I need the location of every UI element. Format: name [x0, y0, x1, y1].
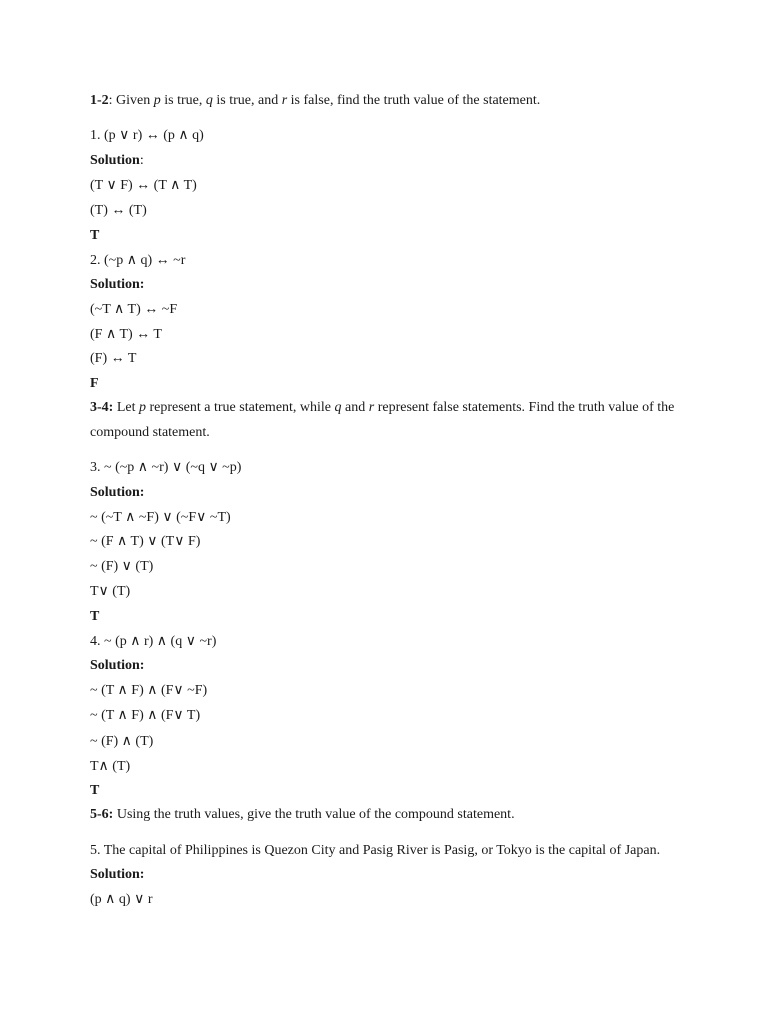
- problem-2-step-1: (~T ∧ T) ↔ ~F: [90, 302, 178, 317]
- problem-3-statement: 3. ~ (~p ∧ ~r) ∨ (~q ∨ ~p): [90, 460, 242, 475]
- variable-r: r: [368, 400, 375, 415]
- variable-q: q: [334, 400, 342, 415]
- problem-4-step-2: ~ (T ∧ F) ∧ (F∨ T): [90, 708, 201, 723]
- section-3-4-instruction: [90, 399, 674, 417]
- section-label: 1-2: [90, 93, 109, 108]
- problem-5-solution-label: Solution:: [90, 867, 145, 882]
- problem-1-solution-label: [90, 152, 144, 170]
- problem-2-step-2: (F ∧ T) ↔ T: [90, 327, 162, 342]
- section-3-4-instruction-line-2: compound statement.: [90, 425, 210, 440]
- section-label: 3-4:: [90, 400, 114, 415]
- section-5-6-instruction: [90, 806, 515, 824]
- problem-3-answer: T: [90, 609, 100, 624]
- instruction-text: represent a true statement, while: [145, 400, 335, 415]
- problem-3-step-3: ~ (F) ∨ (T): [90, 559, 154, 574]
- problem-4-step-1: ~ (T ∧ F) ∧ (F∨ ~F): [90, 683, 208, 698]
- problem-1-answer: T: [90, 228, 100, 243]
- problem-3-solution-label: Solution:: [90, 485, 145, 500]
- instruction-text: represent false statements. Find the truth value of the: [374, 400, 675, 415]
- instruction-text: Let: [113, 400, 139, 415]
- problem-2-step-3: (F) ↔ T: [90, 351, 137, 366]
- problem-5-step-1: (p ∧ q) ∨ r: [90, 892, 153, 907]
- problem-4-solution-label: Solution:: [90, 658, 145, 673]
- instruction-text: Using the truth values, give the truth value of the compound statement.: [113, 807, 515, 822]
- solution-colon: :: [139, 153, 144, 168]
- variable-p: p: [153, 93, 161, 108]
- section-label: 5-6:: [90, 807, 114, 822]
- problem-3-step-4: T∨ (T): [90, 584, 131, 599]
- variable-q: q: [205, 93, 213, 108]
- variable-p: p: [138, 400, 146, 415]
- instruction-text: is true, and: [212, 93, 282, 108]
- problem-2-solution-label: Solution:: [90, 277, 145, 292]
- solution-label: Solution: [90, 153, 140, 168]
- problem-2-answer: F: [90, 376, 99, 391]
- instruction-text: is true,: [160, 93, 206, 108]
- problem-1-step-2: (T) ↔ (T): [90, 203, 147, 218]
- instruction-text: and: [341, 400, 369, 415]
- section-1-2-instruction: [90, 92, 540, 110]
- problem-5-statement: 5. The capital of Philippines is Quezon City and Pasig River is Pasig, or Tokyo is the capital of Japan.: [90, 843, 661, 858]
- problem-2-statement: 2. (~p ∧ q) ↔ ~r: [90, 253, 186, 268]
- problem-1-step-1: (T ∨ F) ↔ (T ∧ T): [90, 178, 197, 193]
- instruction-text: : Given: [108, 93, 154, 108]
- problem-4-step-4: T∧ (T): [90, 759, 131, 774]
- problem-1-statement: 1. (p ∨ r) ↔ (p ∧ q): [90, 128, 204, 143]
- instruction-text: is false, find the truth value of the statement.: [287, 93, 541, 108]
- problem-3-step-2: ~ (F ∧ T) ∨ (T∨ F): [90, 534, 201, 549]
- problem-3-step-1: ~ (~T ∧ ~F) ∨ (~F∨ ~T): [90, 510, 231, 525]
- problem-4-step-3: ~ (F) ∧ (T): [90, 734, 154, 749]
- problem-4-statement: 4. ~ (p ∧ r) ∧ (q ∨ ~r): [90, 634, 217, 649]
- problem-4-answer: T: [90, 783, 100, 798]
- variable-r: r: [281, 93, 288, 108]
